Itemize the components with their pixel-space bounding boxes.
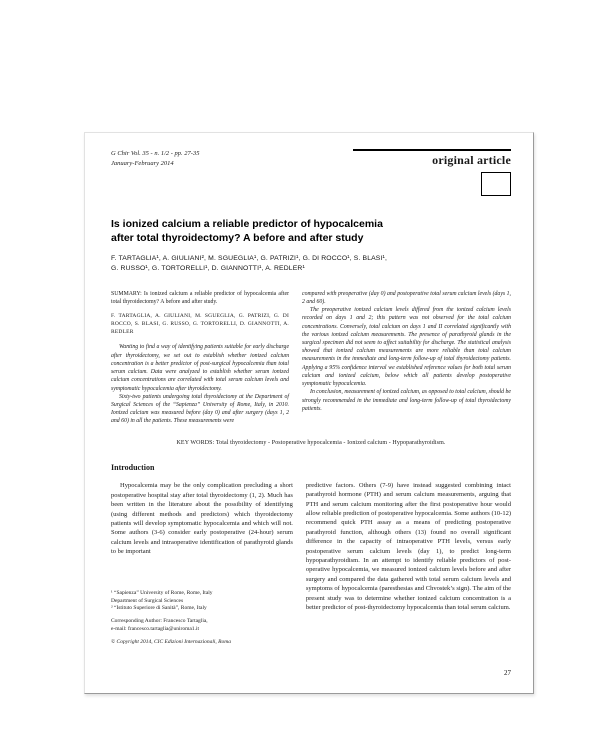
author-list: [111, 254, 511, 274]
body-paragraph: Hypocalcemia may be the only complication precluding a short postoperative hospital stay after total thyroidectomy (1, 2). Much has been written in the literature about the possibility of identifying (using different methods and predictors) which thyroidectomy patients will develop symptomatic hypocalcemia and which will not. Some authors (3-6) consider early postoperative (24-hour) serum calcium levels and intraoperative identification of parathyroid glands to be important: [111, 482, 293, 556]
author-list-line-2: G. RUSSO¹, G. TORTORELLI¹, D. GIANNOTTI¹, A. REDLER¹: [111, 265, 305, 273]
article-title: [111, 218, 511, 245]
summary-paragraph: compared with preoperative (day 0) and postoperative total serum calcium levels (days 1, 2 and 60).: [302, 290, 511, 305]
keywords-line: KEY WORDS: Total thyroidectomy - Postoperative hypocalcemia - Ionized calcium - Hypoparathyroidism.: [176, 439, 446, 446]
summary-authors: F. TARTAGLIA, A. GIULIANI, M. SGUEGLIA, G. PATRIZI, G. DI ROCCO, S. BLASI, G. RUSSO, G. TORTORELLI, D. GIANNOTTI, A. REDLER: [111, 313, 290, 335]
body-right-column: [306, 462, 511, 647]
paper-sheet: [84, 132, 534, 694]
article-title-line-1: Is ionized calcium a reliable predictor of hypocalcemia: [111, 218, 383, 230]
article-type-rule: [353, 149, 511, 151]
journal-citation: [111, 149, 199, 169]
article-title-line-2: after total thyroidectomy? A before and after study: [111, 231, 364, 244]
article-type-block: [353, 149, 511, 196]
page-number: 27: [504, 669, 511, 677]
journal-volume-line: G Chir Vol. 35 - n. 1/2 - pp. 27-35: [111, 150, 200, 157]
introduction-heading: Introduction: [111, 462, 155, 472]
summary-paragraph: Sixty-two patients undergoing total thyroidectomy at the Department of Surgical Sciences of the “Sapienza” University of Rome, Italy, in 2010. Ionized calcium was measured before (day 0) and after surgery (days 1, 2 and 60) in all the patients. These measurements were: [111, 393, 290, 425]
stamp-box: [481, 172, 511, 196]
page-content: [111, 149, 511, 679]
summary-paragraph: The preoperative ionized calcium levels differed from the ionized calcium levels recorded on days 1 and 2; this pattern was not observed for the total calcium concentrations. Conversely, total calcium on days 1 and II correlated significantly with the various ionized calcium measurements. The presence of parathyroid glands in the surgical specimen did not seem to affect suitability for discharge. The statistical analysis showed that ionized calcium measurements are more reliable than total calcium measurements in the immediate and long-term follow-up of total thyroidectomy patients. Applying a 95% confidence interval we established reference values for both total serum calcium and ionized calcium, below which all patients develop postoperative symptomatic hypocalcemia.: [302, 307, 511, 388]
page-header: [111, 149, 511, 196]
article-type-label: original article: [432, 153, 511, 167]
summary-heading: SUMMARY: Is ionized calcium a reliable predictor of hypocalcemia after total thyroidectomy? A before and after study.: [111, 290, 290, 305]
copyright-line: © Copyright 2014, CIC Edizioni Internazionali, Roma: [111, 638, 231, 645]
affiliation-footnote: ¹ “Sapienza” University of Rome, Rome, Italy: [111, 589, 213, 596]
corresponding-author-line: Corresponding Author: Francesco Tartaglia,: [111, 618, 208, 625]
journal-date-line: January-February 2014: [111, 159, 174, 167]
affiliation-footnote: Department of Surgical Sciences: [111, 597, 184, 604]
affiliation-footnote: ² “Istituto Superiore di Sanità”, Rome, Italy: [111, 605, 207, 612]
body-left-column: [111, 462, 293, 647]
summary-right-column: [302, 290, 511, 426]
summary-section: [111, 290, 511, 426]
footnotes-block: [111, 590, 293, 647]
author-list-line-1: F. TARTAGLIA¹, A. GIULIANI², M. SGUEGLIA¹, G. PATRIZI¹, G. DI ROCCO¹, S. BLASI¹,: [111, 255, 387, 263]
corresponding-author-email: e-mail: francesco.tartaglia@uniroma1.it: [111, 626, 199, 633]
introduction-section: [111, 462, 511, 647]
summary-left-column: [111, 290, 289, 426]
body-paragraph: predictive factors. Others (7-9) have instead suggested combining intact parathyroid hormone (PTH) and serum calcium measurements, arguing that PTH and serum calcium monitoring after the first postoperative hour would allow reliable prediction of postoperative hypocalcemia. Some authors (10-12) recommend quick PTH assay as a means of predicting postoperative parathyroid function, although others (13) found no overall significant difference in the capacity of intraoperative PTH levels, versus early postoperative serum calcium levels (day 1), to predict long-term hypoparathyroidism. In an attempt to identify reliable predictors of post-operative hypocalcemia, we measured ionized calcium levels before and after surgery and compared the data gathered with total serum calcium levels and symptoms of hypocalcemia (paresthesias and Chvostek’s sign). The aim of the present study was to determine whether ionized calcium concentration is a better predictor of post-thyroidectomy hypocalcemia than total serum calcium.: [305, 481, 511, 612]
summary-paragraph: In conclusion, measurement of ionized calcium, as opposed to total calcium, should be strongly recommended in the immediate and long-term follow-up of total thyroidectomy patients.: [302, 389, 511, 412]
summary-paragraph: Wanting to find a way of identifying patients suitable for early discharge after thyroidectomy, we set out to establish whether ionized calcium concentration is a better predictor of post-surgical hypocalcemia than total serum calcium. Data were analyzed to establish whether serum ionized calcium concentrations are correlated with total serum calcium levels and symptomatic hypocalcemia after thyroidectomy.: [111, 344, 290, 392]
